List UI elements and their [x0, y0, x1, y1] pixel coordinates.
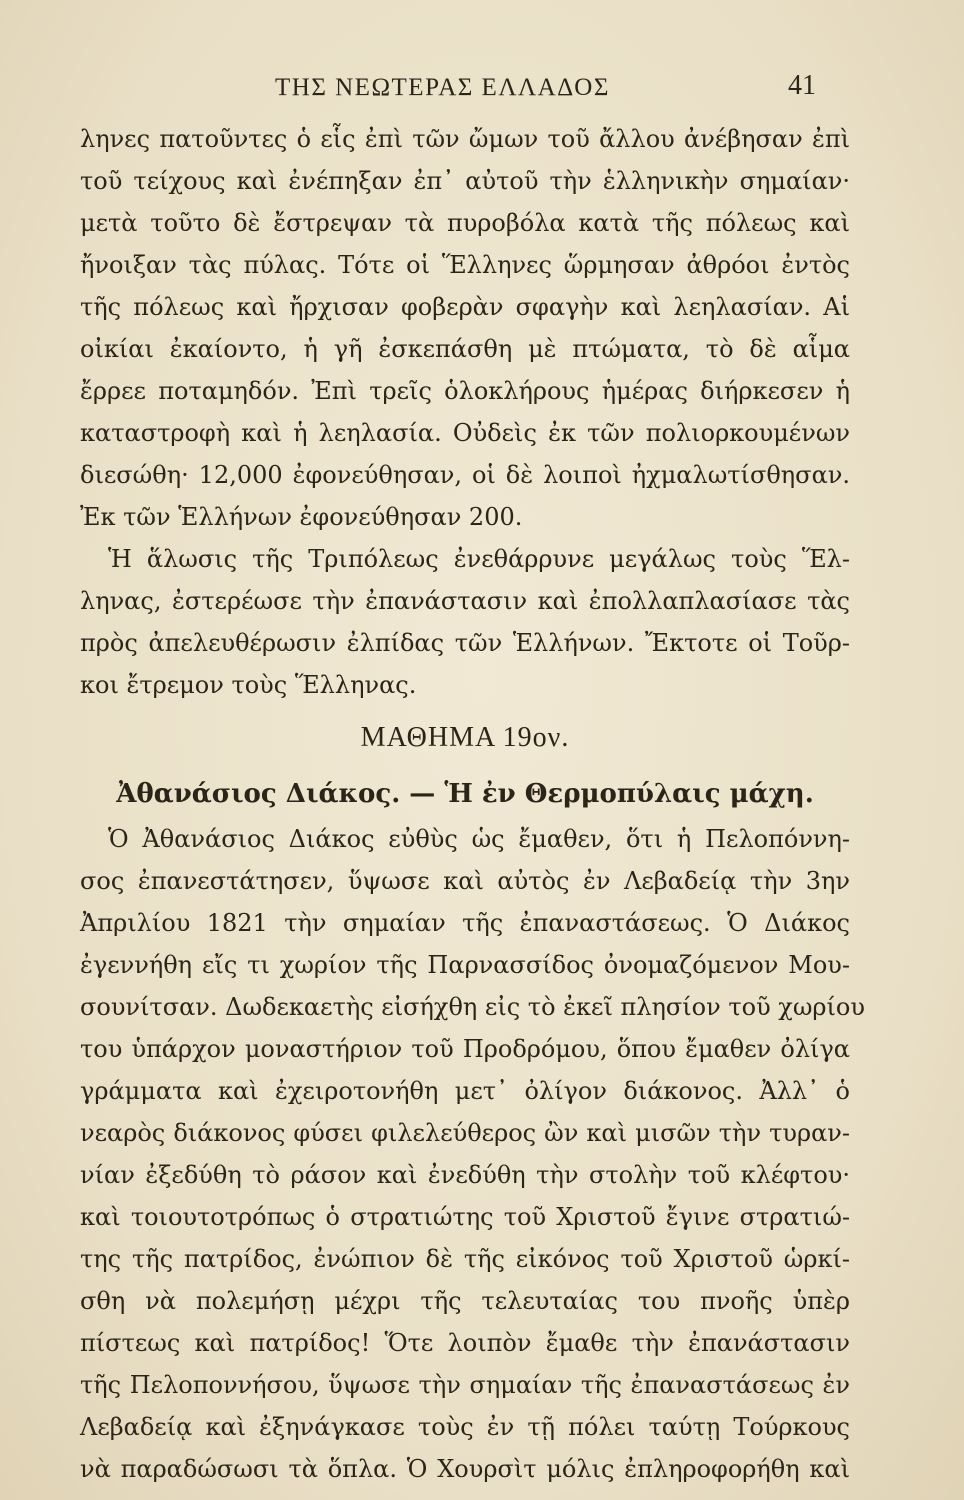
paragraph-2	[80, 538, 850, 706]
text-line: σουνίτσαν. Δωδεκαετὴς εἰσήχθη εἰς τὸ ἐκεῖ πλησίον τοῦ χωρίου	[80, 993, 865, 1021]
text-line: σος ἐπανεστάτησεν, ὕψωσε καὶ αὐτὸς ἐν Λεβαδείᾳ τὴν 3ην	[80, 867, 850, 895]
text-line: ἤνοιξαν τὰς πύλας. Τότε οἱ Ἕλληνες ὥρμησαν ἀθρόοι ἐντὸς	[80, 251, 850, 279]
body-text	[80, 118, 865, 1490]
text-line: διεσώθη· 12,000 ἐφονεύθησαν, οἱ δὲ λοιποὶ ἠχμαλωτίσθησαν.	[80, 461, 850, 489]
text-line: της τῆς πατρίδος, ἐνώπιον δὲ τῆς εἰκόνος τοῦ Χριστοῦ ὡρκί-	[80, 1245, 850, 1273]
text-line: τῆς πόλεως καὶ ἤρχισαν φοβερὰν σφαγὴν καὶ λεηλασίαν. Αἱ	[80, 293, 850, 321]
text-line: νίαν ἐξεδύθη τὸ ράσον καὶ ἐνεδύθη τὴν στολὴν τοῦ κλέφτου·	[80, 1161, 850, 1189]
text-line: γράμματα καὶ ἐχειροτονήθη μετ᾽ ὀλίγον διάκονος. Ἀλλ᾽ ὁ	[80, 1077, 850, 1105]
page-number: 41	[788, 70, 816, 101]
text-line: πρὸς ἀπελευθέρωσιν ἐλπίδας τῶν Ἑλλήνων. Ἔκτοτε οἱ Τοῦρ-	[80, 629, 850, 657]
running-title: ΤΗΣ ΝΕΩΤΕΡΑΣ ΕΛΛΑΔΟΣ	[275, 74, 610, 101]
paragraph-3	[80, 818, 865, 1490]
text-line: ληνας, ἐστερέωσε τὴν ἐπανάστασιν καὶ ἐπολλαπλασίασε τὰς	[80, 587, 850, 615]
text-line: καταστροφὴ καὶ ἡ λεηλασία. Οὐδεὶς ἐκ τῶν πολιορκουμένων	[80, 419, 850, 447]
text-line: Λεβαδείᾳ καὶ ἐξηνάγκασε τοὺς ἐν τῇ πόλει ταύτῃ Τούρκους	[80, 1413, 850, 1441]
text-line: καὶ τοιουτοτρόπως ὁ στρατιώτης τοῦ Χριστοῦ ἔγινε στρατιώ-	[80, 1203, 850, 1231]
text-line: σθη νὰ πολεμήσῃ μέχρι τῆς τελευταίας του πνοῆς ὑπὲρ	[80, 1287, 850, 1315]
text-line: ἔρρεε ποταμηδόν. Ἐπὶ τρεῖς ὁλοκλήρους ἡμέρας διήρκεσεν ἡ	[80, 377, 850, 405]
section-heading: Ἀθανάσιος Διάκος. — Ἡ ἐν Θερμοπύλαις μάχη.	[116, 779, 814, 809]
lesson-heading: ΜΑΘΗΜΑ 19ον.	[360, 722, 570, 753]
text-line: Ἐκ τῶν Ἑλλήνων ἐφονεύθησαν 200.	[80, 503, 523, 531]
text-line: Ἡ ἅλωσις τῆς Τριπόλεως ἐνεθάρρυνε μεγάλως τοὺς Ἕλ-	[108, 545, 850, 573]
page-header	[0, 70, 964, 110]
text-line: μετὰ τοῦτο δὲ ἔστρεψαν τὰ πυροβόλα κατὰ τῆς πόλεως καὶ	[80, 209, 850, 237]
paragraph-1	[80, 118, 850, 538]
text-line: ληνες πατοῦντες ὁ εἷς ἐπὶ τῶν ὤμων τοῦ ἄλλου ἀνέβησαν ἐπὶ	[80, 125, 850, 153]
text-line: νὰ παραδώσωσι τὰ ὅπλα. Ὁ Χουρσὶτ μόλις ἐπληροφορήθη καὶ	[80, 1455, 850, 1483]
text-line: του ὑπάρχον μοναστήριον τοῦ Προδρόμου, ὅπου ἔμαθεν ὀλίγα	[80, 1035, 850, 1063]
text-line: οἰκίαι ἐκαίοντο, ἡ γῆ ἐσκεπάσθη μὲ πτώματα, τὸ δὲ αἷμα	[80, 335, 850, 363]
text-line: τοῦ τείχους καὶ ἐνέπηξαν ἐπ᾽ αὐτοῦ τὴν ἑλληνικὴν σημαίαν·	[80, 167, 850, 195]
text-line: νεαρὸς διάκονος φύσει φιλελεύθερος ὢν καὶ μισῶν τὴν τυραν-	[80, 1119, 850, 1147]
text-line: κοι ἔτρεμον τοὺς Ἕλληνας.	[80, 671, 417, 699]
text-line: τῆς Πελοποννήσου, ὕψωσε τὴν σημαίαν τῆς ἐπαναστάσεως ἐν	[80, 1371, 850, 1399]
text-line: Ἀπριλίου 1821 τὴν σημαίαν τῆς ἐπαναστάσεως. Ὁ Διάκος	[80, 909, 850, 937]
text-line: Ὁ Ἀθανάσιος Διάκος εὐθὺς ὡς ἔμαθεν, ὅτι ἡ Πελοπόννη-	[108, 825, 850, 853]
text-line: ἐγεννήθη εἴς τι χωρίον τῆς Παρνασσίδος ὀνομαζόμενον Μου-	[80, 951, 850, 979]
text-line: πίστεως καὶ πατρίδος! Ὅτε λοιπὸν ἔμαθε τὴν ἐπανάστασιν	[80, 1329, 850, 1357]
